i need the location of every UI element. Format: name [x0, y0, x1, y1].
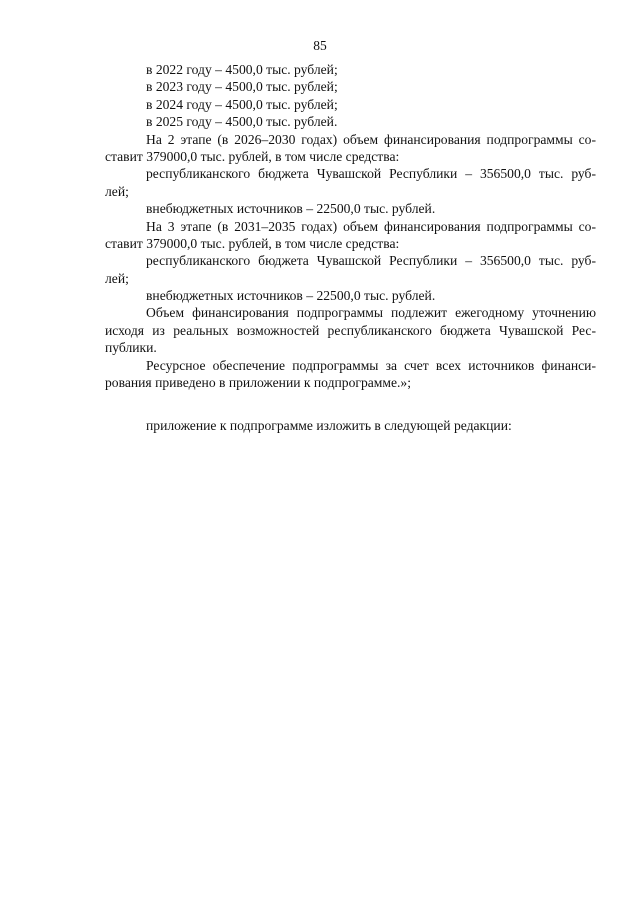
- text-line: Ресурсное обеспечение подпрограммы за счет всех источников финанси-: [146, 357, 596, 373]
- text-line: Объем финансирования подпрограммы подлежит ежегодному уточнению: [146, 305, 596, 321]
- text-line: рования приведено в приложении к подпрограмме.»;: [105, 375, 411, 391]
- text-line: в 2025 году – 4500,0 тыс. рублей.: [146, 114, 338, 130]
- text-line: На 3 этапе (в 2031–2035 годах) объем финансирования подпрограммы со-: [146, 218, 596, 234]
- text-line: внебюджетных источников – 22500,0 тыс. рублей.: [146, 201, 436, 217]
- text-line: лей;: [105, 183, 129, 199]
- text-line: ставит 379000,0 тыс. рублей, в том числе средства:: [105, 148, 400, 164]
- document-body: [105, 61, 596, 435]
- text-line: в 2022 году – 4500,0 тыс. рублей;: [146, 62, 338, 77]
- text-line: ставит 379000,0 тыс. рублей, в том числе средства:: [105, 235, 400, 251]
- text-line: республиканского бюджета Чувашской Республики – 356500,0 тыс. руб-: [146, 253, 596, 269]
- text-line: На 2 этапе (в 2026–2030 годах) объем финансирования подпрограммы со-: [146, 131, 596, 147]
- text-line: в 2024 году – 4500,0 тыс. рублей;: [146, 96, 338, 112]
- page-number: 85: [313, 38, 327, 53]
- text-line: приложение к подпрограмме изложить в следующей редакции:: [146, 418, 512, 434]
- text-line: лей;: [105, 270, 129, 286]
- text-line: внебюджетных источников – 22500,0 тыс. рублей.: [146, 288, 436, 304]
- text-line: в 2023 году – 4500,0 тыс. рублей;: [146, 79, 338, 95]
- blank-line: [105, 391, 596, 417]
- text-line: республиканского бюджета Чувашской Республики – 356500,0 тыс. руб-: [146, 166, 596, 182]
- text-line: публики.: [105, 340, 157, 356]
- text-line: исходя из реальных возможностей республиканского бюджета Чувашской Рес-: [105, 322, 596, 338]
